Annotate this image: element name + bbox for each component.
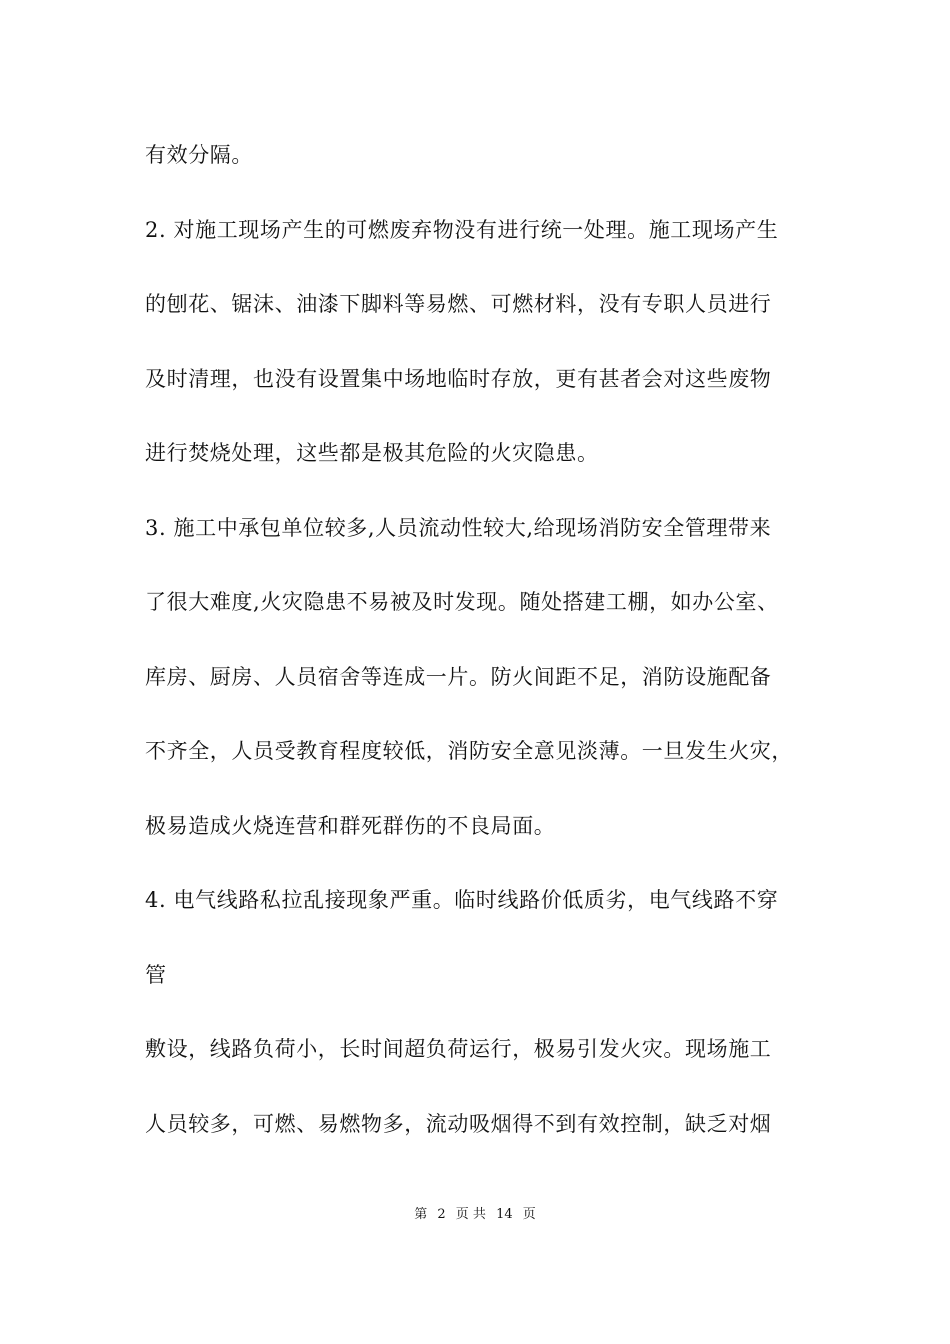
text-line: 4. 电气线路私拉乱接现象严重。临时线路价低质劣，电气线路不穿 [145,888,779,912]
text-line: 有效分隔。 [145,143,253,167]
text-line: 进行焚烧处理，这些都是极其危险的火灾隐患。 [145,441,599,465]
text-line: 了很大难度,火灾隐患不易被及时发现。随处搭建工棚，如办公室、 [145,590,779,614]
footer-prefix: 第 [414,1207,428,1222]
text-line: 2. 对施工现场产生的可燃废弃物没有进行统一处理。施工现场产生 [145,218,779,242]
text-line: 人员较多，可燃、易燃物多，流动吸烟得不到有效控制，缺乏对烟 [145,1112,772,1136]
footer-page-number: 2 [437,1207,446,1222]
footer-suffix: 页 [522,1207,536,1222]
text-line: 及时清理，也没有设置集中场地临时存放，更有甚者会对这些废物 [145,367,772,391]
text-line: 3. 施工中承包单位较多,人员流动性较大,给现场消防安全管理带来 [145,516,772,540]
footer-mid: 页 共 [455,1207,486,1222]
footer-total-pages: 14 [496,1207,513,1222]
text-line: 敷设，线路负荷小，长时间超负荷运行，极易引发火灾。现场施工 [145,1037,772,1061]
text-line: 管 [145,963,167,987]
text-line: 不齐全，人员受教育程度较低，消防安全意见淡薄。一旦发生火灾， [145,739,793,763]
page-footer [0,1207,950,1223]
text-line: 库房、厨房、人员宿舍等连成一片。防火间距不足，消防设施配备 [145,665,772,689]
text-line: 极易造成火烧连营和群死群伤的不良局面。 [145,814,556,838]
text-line: 的刨花、锯沫、油漆下脚料等易燃、可燃材料，没有专职人员进行 [145,292,772,316]
